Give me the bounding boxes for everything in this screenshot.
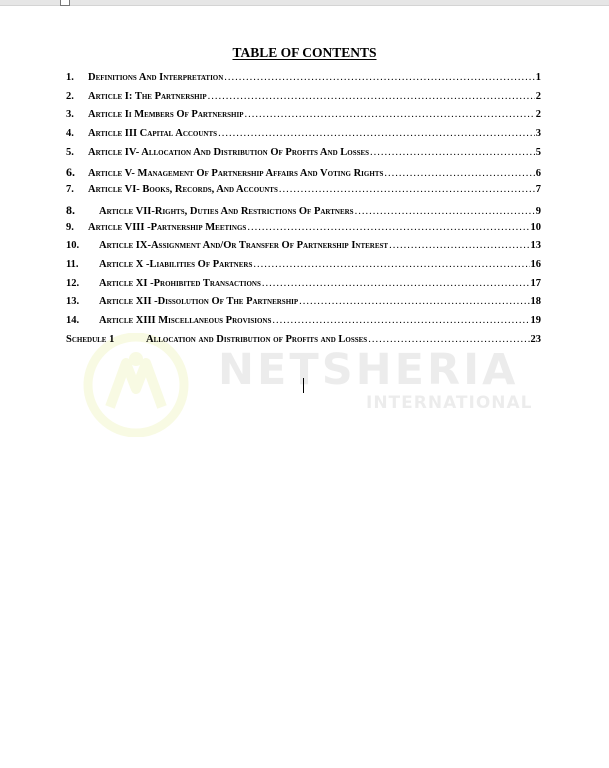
toc-dot-leader xyxy=(368,334,529,345)
toc-entry-text[interactable]: Allocation and Distribution of Profits and Losses xyxy=(146,333,368,345)
toc-entry-page: 9 xyxy=(535,205,541,217)
toc-entry-text[interactable]: Article VI- Books, Records, And Accounts xyxy=(88,184,278,196)
toc-entry-text[interactable]: Definitions And Interpretation xyxy=(88,72,224,83)
toc-entry[interactable] xyxy=(66,165,541,184)
toc-entry-page: 17 xyxy=(530,277,541,289)
toc-entry[interactable] xyxy=(66,184,541,203)
toc-entry-number: 5. xyxy=(66,146,74,158)
toc-entry-number: 2. xyxy=(66,90,74,102)
toc-entry-page: 19 xyxy=(530,314,541,326)
toc-dot-leader xyxy=(253,259,529,270)
watermark-name: NETSHERIA xyxy=(218,345,519,395)
toc-entry-text[interactable]: Article XIII Miscellaneous Provisions xyxy=(99,314,272,326)
toc-dot-leader xyxy=(262,278,530,289)
toc-dot-leader xyxy=(384,168,534,179)
toc-entry-number: Schedule 1 xyxy=(66,333,115,345)
toc-entry[interactable] xyxy=(66,109,541,128)
toc-dot-leader xyxy=(389,240,529,251)
toc-dot-leader xyxy=(355,206,535,217)
toc-entry-text[interactable]: Article III Capital Accounts xyxy=(88,128,218,140)
toc-dot-leader xyxy=(272,315,529,326)
table-of-contents xyxy=(66,72,541,352)
toc-entry-text[interactable]: Article Ii Members Of Partnership xyxy=(88,109,244,121)
toc-entry-number: 4. xyxy=(66,128,74,140)
toc-dot-leader xyxy=(247,222,529,233)
toc-entry-page: 1 xyxy=(535,72,541,83)
toc-title: TABLE OF CONTENTS xyxy=(232,45,377,60)
text-cursor xyxy=(303,378,304,393)
toc-entry-text[interactable]: Article IX-Assignment And/Or Transfer Of Partnership Interest xyxy=(99,240,389,252)
toc-entry[interactable] xyxy=(66,278,541,297)
toc-entry-page: 2 xyxy=(535,109,541,121)
toc-entry[interactable] xyxy=(66,296,541,315)
toc-entry-number: 3. xyxy=(66,109,74,121)
toc-entry-number: 6. xyxy=(66,165,75,180)
toc-dot-leader xyxy=(218,128,535,139)
toc-dot-leader xyxy=(279,184,535,195)
toc-entry[interactable] xyxy=(66,315,541,334)
page-corner-marker xyxy=(60,0,70,6)
toc-entry-number: 10. xyxy=(66,240,80,252)
ruler-strip xyxy=(0,0,609,6)
toc-entry-text[interactable]: Article I: The Partnership xyxy=(88,90,207,102)
toc-entry[interactable] xyxy=(66,91,541,110)
toc-entry-number: 7. xyxy=(66,184,74,196)
toc-entry[interactable] xyxy=(66,222,541,241)
toc-entry-page: 6 xyxy=(535,168,541,180)
toc-entry-text[interactable]: Article XII -Dissolution Of The Partnership xyxy=(99,296,299,308)
watermark-subtitle: INTERNATIONAL xyxy=(366,393,533,413)
toc-entry[interactable] xyxy=(66,147,541,166)
toc-entry-text[interactable]: Article VII-Rights, Duties And Restrictions Of Partners xyxy=(99,205,354,217)
toc-dot-leader xyxy=(224,72,534,83)
toc-dot-leader xyxy=(244,109,534,120)
toc-entry-number: 12. xyxy=(66,277,80,289)
toc-entry-page: 18 xyxy=(530,296,541,308)
toc-entry-number: 8. xyxy=(66,202,75,217)
toc-entry[interactable] xyxy=(66,72,541,91)
toc-entry-text[interactable]: Article VIII -Partnership Meetings xyxy=(88,221,247,233)
toc-entry-page: 16 xyxy=(530,258,541,270)
toc-dot-leader xyxy=(208,91,535,102)
toc-entry[interactable] xyxy=(66,240,541,259)
toc-entry-number: 14. xyxy=(66,314,80,326)
toc-entry[interactable] xyxy=(66,128,541,147)
toc-entry[interactable] xyxy=(66,259,541,278)
toc-entry-number: 1. xyxy=(66,72,74,83)
toc-dot-leader xyxy=(370,147,535,158)
toc-entry-page: 23 xyxy=(530,333,541,345)
toc-dot-leader xyxy=(299,296,529,307)
toc-entry-text[interactable]: Article XI -Prohibited Transactions xyxy=(99,277,261,289)
toc-entry-page: 7 xyxy=(535,184,541,196)
toc-entry-page: 2 xyxy=(535,90,541,102)
toc-entry-text[interactable]: Article X -Liabilities Of Partners xyxy=(99,258,253,270)
toc-entry[interactable] xyxy=(66,334,541,353)
toc-entry-text[interactable]: Article IV- Allocation And Distribution Of Profits And Losses xyxy=(88,146,370,158)
toc-entry-number: 13. xyxy=(66,296,80,308)
toc-entry[interactable] xyxy=(66,203,541,222)
toc-entry-page: 10 xyxy=(530,221,541,233)
toc-entry-page: 3 xyxy=(535,128,541,140)
toc-entry-text[interactable]: Article V- Management Of Partnership Affairs And Voting Rights xyxy=(88,168,384,180)
toc-entry-number: 9. xyxy=(66,221,74,233)
toc-entry-page: 13 xyxy=(530,240,541,252)
toc-entry-page: 5 xyxy=(535,146,541,158)
toc-entry-number: 11. xyxy=(66,258,79,270)
